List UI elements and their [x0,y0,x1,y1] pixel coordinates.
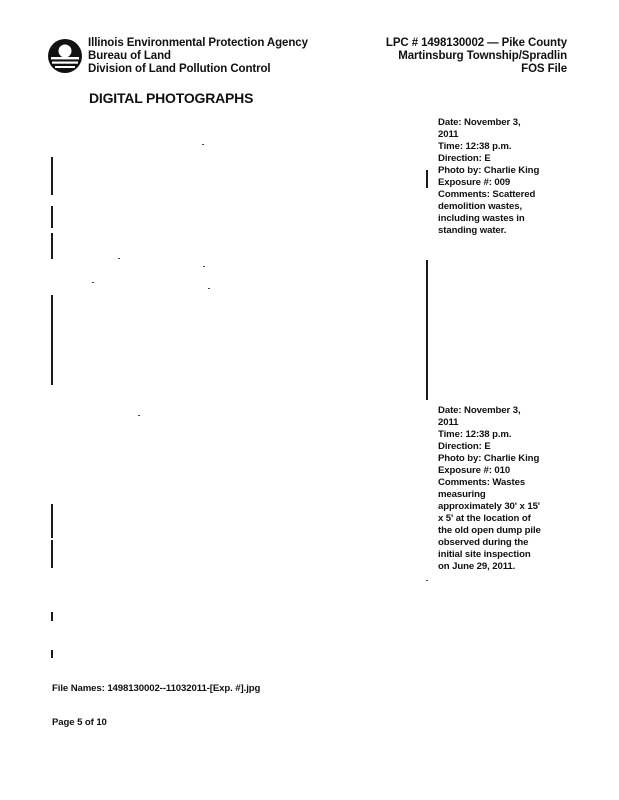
township-name: Martinsburg Township/Spradlin [398,50,567,62]
lpc-number: LPC # 1498130002 — Pike County [385,37,567,49]
photo-by: Photo by: Charlie King [438,165,540,176]
photo-time: Time: 12:38 p.m. [438,141,512,152]
photo-frame-tick [51,157,53,195]
photo-frame-tick [51,295,53,385]
scan-speck [138,415,140,416]
photo-direction: Direction: E [438,441,491,452]
scan-speck [208,288,210,289]
scan-speck [202,144,204,145]
photo-comments-line: the old open dump pile [438,525,541,536]
photo-comments-line: demolition wastes, [438,201,523,212]
illinois-epa-logo [47,38,83,74]
file-type: FOS File [521,63,567,75]
agency-block [88,37,308,76]
photo-comments-line: observed during the [438,537,529,548]
photo-date: Date: November 3, [438,117,521,128]
photo-comments-line: initial site inspection [438,549,531,560]
photo-frame-tick [51,233,53,259]
division-name: Division of Land Pollution Control [88,63,271,75]
photo-exposure: Exposure #: 009 [438,177,511,188]
photo-date-year: 2011 [438,129,459,140]
scan-speck [92,282,94,283]
photo-frame-tick [51,612,53,621]
photo-frame-tick [51,650,53,658]
photo-frame-tick [426,170,428,188]
scan-speck [203,266,205,267]
photo-by: Photo by: Charlie King [438,453,540,464]
bureau-name: Bureau of Land [88,50,171,62]
photo-time: Time: 12:38 p.m. [438,429,512,440]
photo-comments-line: Comments: Wastes [438,477,526,488]
photo-comments-line: approximately 30' x 15' [438,501,540,512]
photo-1-area [50,110,428,390]
scan-speck [426,580,428,581]
photo-direction: Direction: E [438,153,491,164]
photo-date-year: 2011 [438,417,459,428]
photo-comments-line: including wastes in [438,213,525,224]
photo-date: Date: November 3, [438,405,521,416]
photo-comments-line: standing water. [438,225,507,236]
photo-exposure: Exposure #: 010 [438,465,511,476]
file-names: File Names: 1498130002--11032011-[Exp. #].jpg [52,683,261,694]
photo-comments-line: x 5' at the location of [438,513,531,524]
photo-frame-tick [51,540,53,568]
photo-frame-tick [51,206,53,228]
photo-2-area [50,400,428,660]
photo-comments-line: Comments: Scattered [438,189,536,200]
scan-speck [118,258,120,259]
photo-2-caption [438,405,573,573]
photo-1-caption [438,117,573,237]
page-number: Page 5 of 10 [52,717,107,728]
photo-frame-tick [426,260,428,400]
epa-seal-icon [47,38,83,74]
photo-frame-tick [51,504,53,538]
photo-comments-line: on June 29, 2011. [438,561,516,572]
agency-name: Illinois Environmental Protection Agency [88,37,308,49]
page-title: DIGITAL PHOTOGRAPHS [89,90,254,106]
photo-comments-line: measuring [438,489,486,500]
site-id-block [386,37,567,76]
